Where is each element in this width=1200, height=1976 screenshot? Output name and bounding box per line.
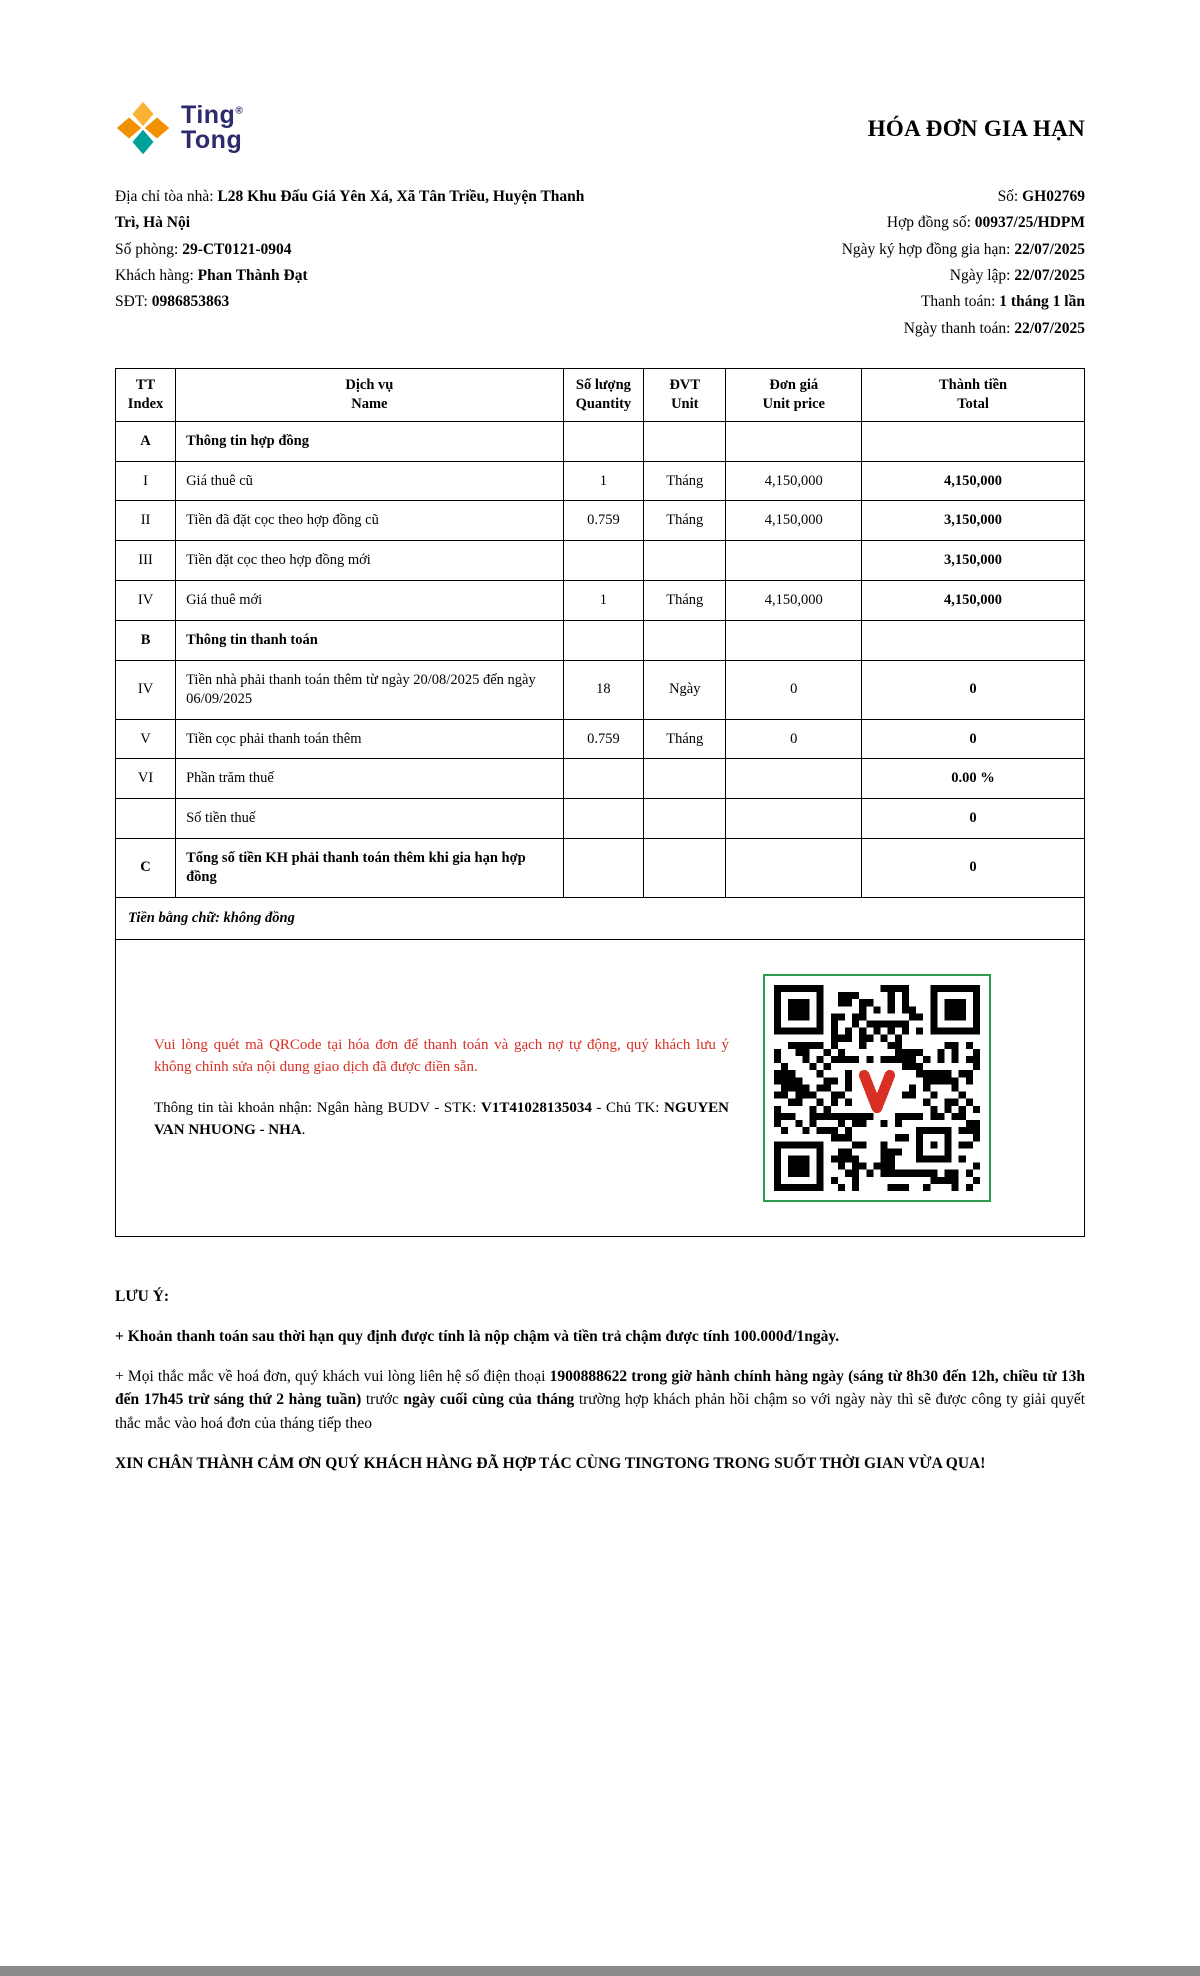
cell-quantity: 0.759 <box>563 501 643 541</box>
cell-quantity <box>563 541 643 581</box>
cell-unit-price: 0 <box>726 660 862 719</box>
cell-unit-price <box>726 799 862 839</box>
building-address: Địa chỉ tòa nhà: L28 Khu Đấu Giá Yên Xá, Xã Tân Triều, Huyện Thanh Trì, Hà Nội <box>115 188 585 232</box>
cell-quantity <box>563 839 643 898</box>
cell-name: Thông tin thanh toán <box>176 620 564 660</box>
cell-total: 0 <box>862 719 1085 759</box>
bank-account-text: Thông tin tài khoản nhận: Ngân hàng BUDV - STK: V1T41028135034 - Chủ TK: NGUYEN VAN NHUONG - NHA. <box>154 1099 729 1139</box>
cell-unit <box>644 759 726 799</box>
row-section-contract-info <box>116 421 1085 461</box>
cell-name: Tổng số tiền KH phải thanh toán thêm khi gia hạn hợp đồng <box>176 839 564 898</box>
invoice-number: Số: GH02769 <box>997 188 1085 205</box>
payment-cycle: Thanh toán: 1 tháng 1 lần <box>920 293 1085 311</box>
cell-index: IV <box>116 581 176 621</box>
renewal-sign-date: Ngày ký hợp đồng gia hạn: 22/07/2025 <box>841 240 1085 258</box>
row-amount-in-words <box>116 897 1085 939</box>
hotline-note: + Mọi thắc mắc về hoá đơn, quý khách vui lòng liên hệ số điện thoại 1900888622 trong giờ hành chính hàng ngày (sáng từ 8h30 đến 12h, chiều từ 13h đến 17h45 trừ sáng thứ 2 hàng tuần) trước ngày cuối cùng của tháng trường hợp khách phản hồi chậm so với ngày này thì sẽ được công ty giải quyết thắc mắc vào hoá đơn của tháng tiếp theo <box>115 1368 1086 1432</box>
cell-quantity <box>563 421 643 461</box>
row-old-deposit <box>116 501 1085 541</box>
cell-total: 0 <box>862 660 1085 719</box>
cell-total: 4,150,000 <box>862 581 1085 621</box>
notes-section <box>115 1285 1085 1476</box>
cell-index: VI <box>116 759 176 799</box>
cell-unit: Tháng <box>644 501 726 541</box>
payment-qr-section <box>115 939 1085 1237</box>
cell-unit-price <box>726 620 862 660</box>
qr-code-image <box>774 985 980 1191</box>
late-payment-note: + Khoản thanh toán sau thời hạn quy định được tính là nộp chậm và tiền trả chậm được tính 100.000đ/1ngày. <box>115 1327 840 1345</box>
cell-unit-price: 4,150,000 <box>726 461 862 501</box>
col-header-index: TT Index <box>116 369 176 422</box>
row-section-payment-info <box>116 620 1085 660</box>
cell-quantity <box>563 620 643 660</box>
cell-name: Phần trăm thuế <box>176 759 564 799</box>
cell-unit <box>644 620 726 660</box>
row-extra-deposit <box>116 719 1085 759</box>
cell-total: 3,150,000 <box>862 541 1085 581</box>
cell-unit <box>644 839 726 898</box>
cell-unit <box>644 421 726 461</box>
col-header-name: Dịch vụ Name <box>176 369 564 422</box>
cell-index: II <box>116 501 176 541</box>
hotline-number: 1900888622 trong giờ hành chính hàng ngày (sáng từ 8h30 đến 12h, chiều từ 13h đến 17h45 trừ sáng thứ 2 hàng tuần) <box>115 1368 1085 1409</box>
invoice-table <box>115 368 1085 940</box>
cell-unit: Tháng <box>644 581 726 621</box>
cell-quantity <box>563 759 643 799</box>
cell-name: Thông tin hợp đồng <box>176 421 564 461</box>
amount-in-words: Tiền bằng chữ: không đồng <box>116 897 1085 939</box>
cell-quantity: 1 <box>563 461 643 501</box>
row-tax-amount <box>116 799 1085 839</box>
tingtong-logo-text <box>181 100 244 154</box>
invoice-meta <box>842 184 1085 342</box>
cell-name: Giá thuê mới <box>176 581 564 621</box>
cell-unit: Ngày <box>644 660 726 719</box>
cell-quantity: 18 <box>563 660 643 719</box>
customer-name: Khách hàng: Phan Thành Đạt <box>115 267 308 285</box>
cell-unit-price: 0 <box>726 719 862 759</box>
registered-mark: ® <box>235 105 244 117</box>
cell-total: 0 <box>862 799 1085 839</box>
cell-name: Tiền đặt cọc theo hợp đồng mới <box>176 541 564 581</box>
cell-index: I <box>116 461 176 501</box>
payment-qr-code <box>763 974 991 1202</box>
closing-thanks: XIN CHÂN THÀNH CẢM ƠN QUÝ KHÁCH HÀNG ĐÃ HỢP TÁC CÙNG TINGTONG TRONG SUỐT THỜI GIAN VỪA QUA! <box>115 1454 986 1472</box>
cell-unit-price <box>726 541 862 581</box>
row-old-rent <box>116 461 1085 501</box>
cell-unit-price: 4,150,000 <box>726 581 862 621</box>
invoice-info <box>115 184 1085 342</box>
cell-name: Số tiền thuế <box>176 799 564 839</box>
cell-total <box>862 620 1085 660</box>
customer-info <box>115 184 595 342</box>
cell-total: 0 <box>862 839 1085 898</box>
cell-index: B <box>116 620 176 660</box>
cell-quantity: 1 <box>563 581 643 621</box>
cell-unit-price <box>726 759 862 799</box>
cell-index <box>116 799 176 839</box>
cell-total: 0.00 % <box>862 759 1085 799</box>
cell-unit <box>644 541 726 581</box>
cell-index: A <box>116 421 176 461</box>
tingtong-logo <box>115 100 243 156</box>
cell-unit <box>644 799 726 839</box>
row-grand-total <box>116 839 1085 898</box>
contract-number: Hợp đồng số: 00937/25/HDPM <box>886 214 1085 232</box>
cell-unit-price: 4,150,000 <box>726 501 862 541</box>
col-header-total: Thành tiền Total <box>862 369 1085 422</box>
page-bottom-edge <box>0 1966 1200 1976</box>
cell-name: Tiền cọc phải thanh toán thêm <box>176 719 564 759</box>
cell-unit-price <box>726 839 862 898</box>
cell-total: 4,150,000 <box>862 461 1085 501</box>
cell-name: Tiền nhà phải thanh toán thêm từ ngày 20/08/2025 đến ngày 06/09/2025 <box>176 660 564 719</box>
row-new-deposit <box>116 541 1085 581</box>
cell-index: V <box>116 719 176 759</box>
cell-unit: Tháng <box>644 719 726 759</box>
issue-date: Ngày lập: 22/07/2025 <box>949 267 1085 285</box>
header <box>115 100 1085 156</box>
row-tax-percent <box>116 759 1085 799</box>
row-new-rent <box>116 581 1085 621</box>
brand-line1: Ting <box>181 100 236 129</box>
cell-total: 3,150,000 <box>862 501 1085 541</box>
account-holder-name: NGUYEN VAN NHUONG - NHA <box>154 1099 729 1139</box>
cell-quantity <box>563 799 643 839</box>
room-number: Số phòng: 29-CT0121-0904 <box>115 240 292 258</box>
cell-name: Tiền đã đặt cọc theo hợp đồng cũ <box>176 501 564 541</box>
bank-account-number: V1T41028135034 <box>480 1099 592 1116</box>
invoice-title: HÓA ĐƠN GIA HẠN <box>867 116 1085 141</box>
cell-quantity: 0.759 <box>563 719 643 759</box>
col-header-unit: ĐVT Unit <box>644 369 726 422</box>
cell-unit: Tháng <box>644 461 726 501</box>
col-header-unit-price: Đơn giá Unit price <box>726 369 862 422</box>
cell-name: Giá thuê cũ <box>176 461 564 501</box>
cell-index: IV <box>116 660 176 719</box>
payment-date: Ngày thanh toán: 22/07/2025 <box>903 319 1085 337</box>
table-header-row <box>116 369 1085 422</box>
cell-index: III <box>116 541 176 581</box>
payment-instructions <box>154 1034 763 1142</box>
cell-total <box>862 421 1085 461</box>
brand-line2: Tong <box>181 126 243 154</box>
row-extra-rent <box>116 660 1085 719</box>
cell-unit-price <box>726 421 862 461</box>
notes-heading: LƯU Ý: <box>115 1287 170 1305</box>
col-header-quantity: Số lượng Quantity <box>563 369 643 422</box>
tingtong-logo-icon <box>115 100 171 156</box>
cell-index: C <box>116 839 176 898</box>
qr-notice-text: Vui lòng quét mã QRCode tại hóa đơn để thanh toán và gạch nợ tự động, quý khách lưu ý không chỉnh sửa nội dung giao dịch đã được điền sẵn. <box>154 1036 729 1076</box>
customer-phone: SĐT: 0986853863 <box>115 293 230 311</box>
